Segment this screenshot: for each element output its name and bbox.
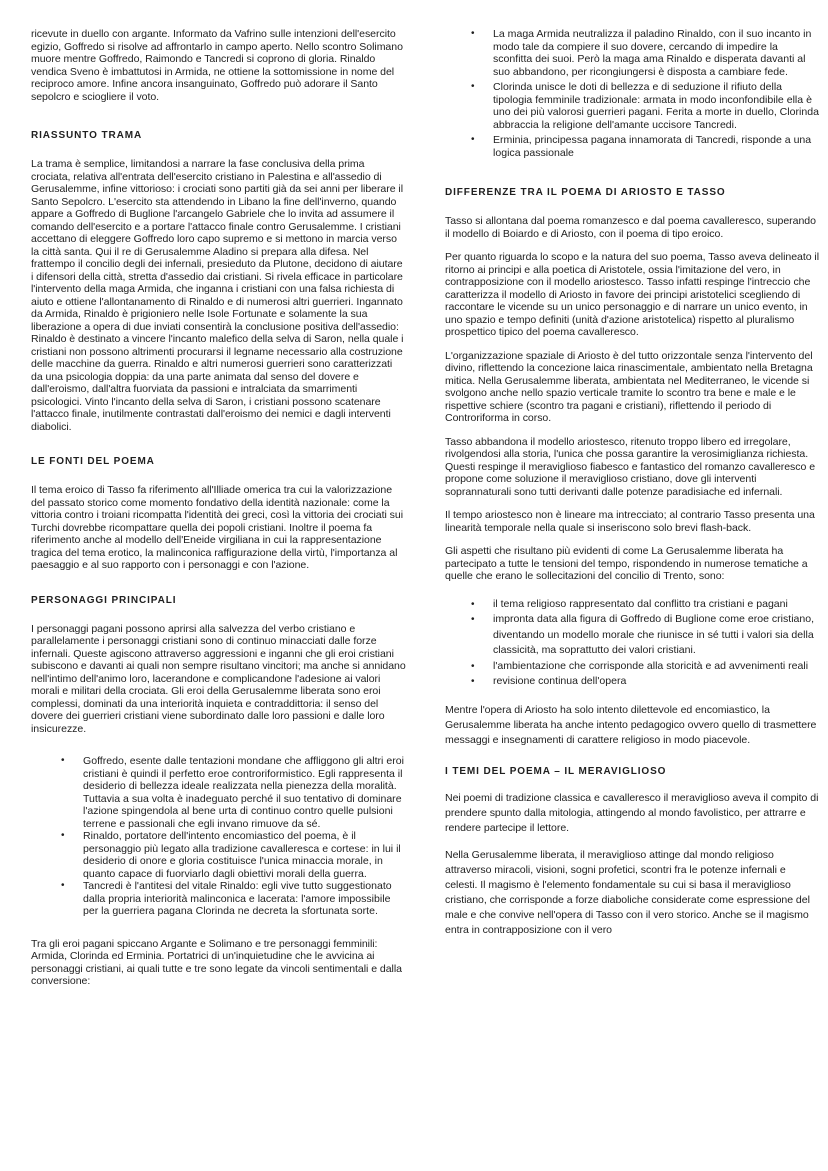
temi-paragraph-2: Nella Gerusalemme liberata, il meraviglioso attinge dal mondo religioso attraverso miracoli, visioni, sogni profetici, scontri fra le potenze infernali e celesti. Il magismo è l'elemento fondamentale su cui si basa il meraviglioso cristiano, che corrisponde a forze diaboliche considerate come espressione del male e che convive nell'opera di Tasso con il vero storico. Anche se il magismo entra in contrapposizione con il vero — [445, 848, 810, 936]
intro-paragraph: ricevute in duello con argante. Informato da Vafrino sulle intenzioni dell'esercito egizio, Goffredo si risolve ad affrontarlo in campo aperto. Nello scontro Solimano muore mentre Goffredo, Raimondo e Tancredi si coprono di gloria. Rinaldo vendica Sveno è imbattutosi in Armida, ne ottiene la sottomissione in nome del reciproco amore. Infine ancora insanguinato, Goffredo può adorare il Santo sepolcro e sciogliere il voto. — [31, 28, 403, 103]
list-item-aspect-4: • revisione continua dell'opera — [493, 674, 820, 690]
left-column — [31, 28, 406, 988]
section-heading-differenze: DIFFERENZE TRA IL POEMA DI ARIOSTO E TASSO — [445, 187, 726, 198]
list-item-aspect-1: • il tema religioso rappresentato dal conflitto tra cristiani e pagani — [493, 597, 820, 613]
list-item-aspect-2: • impronta data alla figura di Goffredo di Buglione come eroe cristiano, diventando un modello morale che riunisce in sé tutti i valori sia della classicità, ma soprattutto dei valori cristiani. — [493, 612, 820, 659]
trent-aspects-list — [445, 597, 820, 690]
temi-paragraph-1: Nei poemi di tradizione classica e cavalleresco il meraviglioso aveva il compito di prendere spunto dalla mitologia, attingendo al mondo favolistico, per attrarre e rendere partecipe il lettore. — [445, 791, 819, 834]
list-item-rinaldo: • Rinaldo, portatore dell'intento encomiastico del poema, è il personaggio più legato alla tradizione cavalleresca e cortese: in lui il desiderio di onore e gloria costituisce l'unica minaccia morale, in quanto capace di fuorviarlo dagli obiettivi morali della guerra. — [83, 830, 406, 880]
differenze-paragraph-1: Tasso si allontana dal poema romanzesco e dal poema cavalleresco, superando il modello di Boiardo e di Ariosto, con il poema di tipo eroico. — [445, 215, 816, 240]
differenze-paragraph-3: L'organizzazione spaziale di Ariosto è del tutto orizzontale senza l'intervento del divino, riflettendo la concezione laica rinascimentale, ambientato nella Bretagna mitica. Nella Gerusalemme liberata, ambientata nel Mediterraneo, le vicende si svolgono anche nello spazio verticale tramite lo scontro tra bene e male e le rispettive schiere (scontro tra pagani e cristiani), riflettendo il periodo di Controriforma in corso. — [445, 349, 813, 424]
riassunto-paragraph: La trama è semplice, limitandosi a narrare la fase conclusiva della prima crociata, relativa all'entrata dell'esercito cristiano in Palestina e all'assedio di Gerusalemme, infine vittorioso: i crociati sono partiti già da sei anni per liberare il Santo Sepolcro. L'esercito sta attendendo in Libano la fine dell'inverno, quando appare a Goffredo di Buglione l'arcangelo Gabriele che lo invita ad assumere il comando dell'esercito e a portare l'attacco finale contro Gerusalemme. I cristiani accettano di eleggere Goffredo loro capo supremo e si mettono in marcia verso la città santa. Qui il re di Gerusalemme Aladino si prepara alla difesa. Nel frattempo il concilio degli dei infernali, presieduto da Plutone, decidono di aiutare i difensori della città, stretta d'assedio dai cristiani. Si rivela efficace in particolare l'intervento della maga Armida, che inganna i cristiani con una falsa richiesta di aiuto e ottiene l'allontanamento di Rinaldo e di numerosi altri guerrieri. Ingannato da Armida, Rinaldo è prigioniero nelle Isole Fortunate e solamente la sua liberazione a opera di due inviati consentirà la conclusione positiva dell'assedio: Rinaldo è destinato a vincere l'incanto malefico della selva di Saron, nella quale i cristiani non possono altrimenti procurarsi il legname necessario alla costruzione delle macchine da guerra. Rinaldo e altri numerosi guerrieri sono caratterizzati da una psicologia doppia: da una parte animata dal senso del dovere e dall'eroismo, dall'altra fuorviata da passioni e intralciata da smarrimenti psicologici. Vinto l'incanto della selva di Saron, i cristiani possono scatenare l'attacco finale, inutilmente contrastati dall'eroismo dei nemici e dagli interventi diabolici. — [31, 158, 404, 433]
fonti-paragraph: Il tema eroico di Tasso fa riferimento all'Illiade omerica tra cui la valorizzazione del passato storico come momento fondativo della identità nazionale: come la vittoria contro i troiani ricompatta l'identità dei greci, così la vittoria dei crociati sui Turchi dovrebbe ricompattare quella dei popoli cristiani. Inoltre il poema fa riferimento anche al modello dell'Eneide virgiliana in cui la rappresentazione tragica del tema erotico, la malinconica raffigurazione della virtù, l'importanza al paesaggio e al suo rapporto con i personaggi e con l'azione. — [31, 484, 403, 571]
section-heading-riassunto: RIASSUNTO TRAMA — [31, 130, 143, 141]
section-heading-temi: I TEMI DEL POEMA – IL MERAVIGLIOSO — [445, 765, 667, 777]
list-item-armida: • La maga Armida neutralizza il paladino Rinaldo, con il suo incanto in modo tale da compiere il suo dovere, cercando di impedire la sconfitta dei suoi. Però la maga ama Rinaldo e disperata davanti al suo abbandono, per ricongiungersi è disposta a cambiare fede. — [493, 28, 820, 78]
personaggi-paragraph: I personaggi pagani possono aprirsi alla salvezza del verbo cristiano e parallelamente i personaggi cristiani sono di continuo minacciati dalle forze infernali. Queste agiscono attraverso aggressioni e inganni che gli eroi cristiani subiscono e davanti ai quali non sempre risultano vincitori; ma anche si annidano nell'intimo dell'animo loro, lacerandone e complicandone l'adesione ai valori morali e militari della crociata. Gli eroi della Gerusalemme liberata sono eroi complessi, dominati da una interiorità inquieta e contraddittoria: il senso del dovere dei guerrieri cristiani viene subordinato dalle loro passioni e dalle loro insicurezze. — [31, 622, 406, 735]
list-item-clorinda: • Clorinda unisce le doti di bellezza e di seduzione il rifiuto della tipologia femminile tradizionale: armata in modo inconfondibile ella è uno dei più valorosi guerrieri pagani. Ferita a morte in duello, Clorinda abbraccia la religione dell'amante uccisore Tancredi. — [493, 81, 820, 131]
section-heading-personaggi: PERSONAGGI PRINCIPALI — [31, 594, 177, 606]
section-heading-fonti: LE FONTI DEL POEMA — [31, 456, 155, 467]
differenze-paragraph-2: Per quanto riguarda lo scopo e la natura del suo poema, Tasso aveva delineato il ritorno ai principi e alla poetica di Aristotele, ossia l'imitazione del vero, in contrapposizione con il modello ariostesco. Tasso infatti respinge l'intreccio che caratterizza il modello di Ariosto in favore dei principi aristotelici scegliendo di raccontare le vicende su un unico personaggio e di narrare un unico evento, in uno spazio e tempo definiti (unità d'azione aristotelica) rispetto al pluralismo prospettico tipico del poema cavalleresco. — [445, 251, 819, 338]
closing-paragraph: Tra gli eroi pagani spiccano Argante e Solimano e tre personaggi femminili: Armida, Clorinda ed Erminia. Portatrici di un'inquietudine che le avvicina ai personaggi cristiani, ai quali tutte e tre sono legate da vincoli sentimentali e dalla conversione: — [31, 937, 402, 987]
character-list — [31, 755, 406, 918]
right-column — [445, 28, 820, 938]
differenze-paragraph-7: Mentre l'opera di Ariosto ha solo intento dilettevole ed encomiastico, la Gerusalemme liberata ha anche intento pedagogico ovvero quello di trasmettere messaggi e insegnamenti di carattere religioso in modo piacevole. — [445, 703, 817, 746]
differenze-paragraph-5: Il tempo ariostesco non è lineare ma intrecciato; al contrario Tasso presenta una linearità temporale nella quale si inseriscono solo brevi flash-back. — [445, 509, 815, 534]
list-item-erminia: • Erminia, principessa pagana innamorata di Tancredi, risponde a una logica passionale — [493, 134, 820, 159]
female-characters-list — [445, 28, 820, 159]
differenze-paragraph-4: Tasso abbandona il modello ariostesco, ritenuto troppo libero ed irregolare, rivolgendosi alla storia, l'unica che possa garantire la verosimiglianza richiesta. Questi respinge il meraviglioso fiabesco e fantastico del romanzo cavalleresco e propone come soluzione il meraviglioso cristiano, dove gli interventi soprannaturali sono tutti derivanti dalle potenze paradisiache ed infernali. — [445, 435, 816, 498]
list-item-tancredi: • Tancredi è l'antitesi del vitale Rinaldo: egli vive tutto suggestionato dalla propria interiorità malinconica e lacerata: l'amore impossibile per la guerriera pagana Clorinda ne decreta la sfortunata sorte. — [83, 880, 406, 918]
list-item-goffredo: • Goffredo, esente dalle tentazioni mondane che affliggono gli altri eroi cristiani è quindi il perfetto eroe controriformistico. Egli rappresenta il desiderio di bellezza ideale realizzata nella pienezza della moralità. Tuttavia a sua volta è inadeguato perché il suo tentativo di dominare l'azione spingendola al bene urta di continuo contro quelle pulsioni terrene e passionali che egli invano rimuove da sé. — [83, 755, 406, 830]
differenze-paragraph-6: Gli aspetti che risultano più evidenti di come La Gerusalemme liberata ha partecipato a tutte le tensioni del tempo, rispondendo in numerose tematiche a quelle che erano le sollecitazioni del concilio di Trento, sono: — [445, 545, 808, 582]
list-item-aspect-3: • l'ambientazione che corrisponde alla storicità e ad avvenimenti reali — [493, 659, 820, 675]
